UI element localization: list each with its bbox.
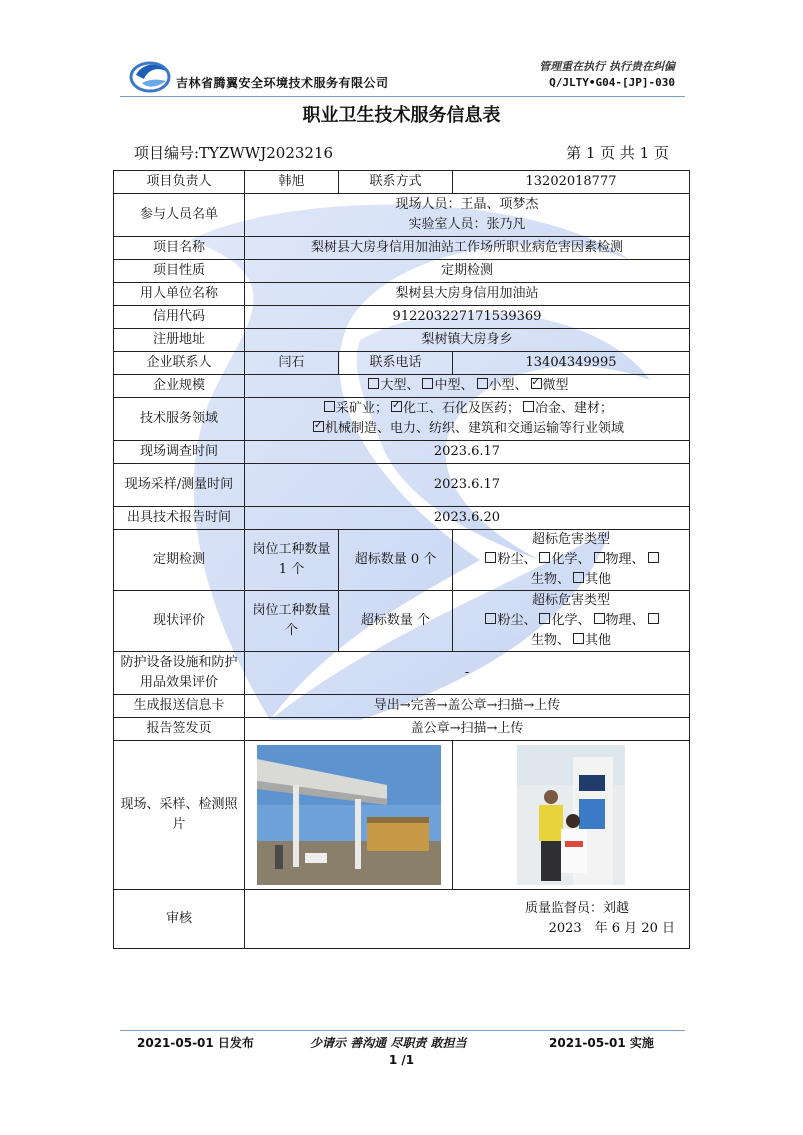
checkbox-biological[interactable] — [648, 613, 659, 624]
domain-label: 技术服务领域 — [114, 398, 245, 441]
address-label: 注册地址 — [114, 329, 245, 352]
survey-time-value: 2023.6.17 — [245, 441, 690, 464]
checkbox-medium[interactable] — [422, 378, 433, 389]
project-name-label: 项目名称 — [114, 237, 245, 260]
hazard-type-label: 超标危害类型 — [531, 593, 610, 608]
project-name-value: 梨树县大房身信用加油站工作场所职业病危害因素检测 — [245, 237, 690, 260]
info-card-value: 导出→完善→盖公章→扫描→上传 — [245, 695, 690, 718]
table-row — [114, 718, 690, 741]
nature-value: 定期检测 — [245, 260, 690, 283]
table-row — [114, 171, 690, 194]
table-row — [114, 890, 690, 949]
status-label: 现状评价 — [114, 591, 245, 652]
checkbox-micro[interactable] — [531, 378, 542, 389]
participants-line: 现场人员：王晶、项梦杰 — [395, 197, 539, 212]
participants-line: 实验室人员：张乃凡 — [408, 217, 526, 232]
option-label: 采矿业； — [335, 401, 388, 416]
status-hazard-types — [453, 591, 690, 652]
site-photo-gas-station — [257, 745, 441, 885]
header-divider — [120, 96, 685, 97]
periodic-label: 定期检测 — [114, 530, 245, 591]
company-logo-icon — [128, 57, 172, 93]
nature-label: 项目性质 — [114, 260, 245, 283]
header-slogan: 管理重在执行 执行贵在纠偏 — [539, 60, 675, 73]
page-title: 职业卫生技术服务信息表 — [302, 105, 501, 126]
supervisor: 质量监督员：刘越 — [524, 901, 629, 916]
periodic-posts: 岗位工种数量 1 个 — [245, 530, 339, 591]
table-row — [114, 329, 690, 352]
scale-options: 大型、 中型、 小型、✓ 微型 — [245, 375, 690, 398]
participants-value — [245, 194, 690, 237]
status-posts: 岗位工种数量 个 — [245, 591, 339, 652]
checkbox-small[interactable] — [477, 378, 488, 389]
table-row — [114, 352, 690, 375]
report-time-label: 出具技术报告时间 — [114, 507, 245, 530]
option-label: 粉尘、 — [497, 613, 537, 628]
project-number: 项目编号:TYZWWJ2023216 — [134, 144, 334, 162]
employer-label: 用人单位名称 — [114, 283, 245, 306]
table-row — [114, 441, 690, 464]
option-label: 化学、 — [551, 613, 591, 628]
periodic-exceed: 超标数量 0 个 — [339, 530, 453, 591]
checkbox-other[interactable] — [573, 572, 584, 583]
footer-motto: 少请示 善沟通 尽职责 敢担当 — [310, 1036, 467, 1050]
option-label: 物理、 — [605, 552, 645, 567]
sampling-time-value: 2023.6.17 — [245, 464, 690, 507]
option-label: 化工、石化及医药； — [402, 401, 520, 416]
contact-value: 13202018777 — [453, 171, 690, 194]
participants-label: 参与人员名单 — [114, 194, 245, 237]
option-label: 化学、 — [551, 552, 591, 567]
table-row — [114, 530, 690, 591]
table-row — [114, 695, 690, 718]
page-number: 1 /1 — [388, 1053, 415, 1067]
option-label: 大型 — [380, 378, 407, 393]
sampling-time-label: 现场采样/测量时间 — [114, 464, 245, 507]
checkbox-biological[interactable] — [648, 552, 659, 563]
table-row — [114, 464, 690, 507]
checkbox-other[interactable] — [573, 633, 584, 644]
table-row — [114, 306, 690, 329]
photo-cell-left — [245, 741, 453, 890]
employer-value: 梨树县大房身信用加油站 — [245, 283, 690, 306]
enterprise-contact-label: 企业联系人 — [114, 352, 245, 375]
address-value: 梨树镇大房身乡 — [245, 329, 690, 352]
site-photo-sampling — [517, 745, 625, 885]
credit-label: 信用代码 — [114, 306, 245, 329]
checkbox-chemical[interactable] — [391, 401, 402, 412]
table-row — [114, 398, 690, 441]
phone-label: 联系电话 — [339, 352, 453, 375]
table-row — [114, 652, 690, 695]
review-value — [245, 890, 690, 949]
table-row — [114, 260, 690, 283]
domain-options — [245, 398, 690, 441]
checkbox-dust[interactable] — [485, 613, 496, 624]
checkbox-mining[interactable] — [324, 401, 335, 412]
footer-divider — [120, 1030, 685, 1031]
option-label: 物理、 — [605, 613, 645, 628]
leader-label: 项目负责人 — [114, 171, 245, 194]
protection-value: - — [245, 652, 690, 695]
option-label: 冶金、建材； — [535, 401, 614, 416]
option-label: 其他 — [585, 572, 612, 587]
company-name: 吉林省腾翼安全环境技术服务有限公司 — [176, 76, 389, 90]
checkbox-large[interactable] — [368, 378, 379, 389]
protection-label: 防护设备设施和防护用品效果评价 — [114, 652, 245, 695]
table-row — [114, 591, 690, 652]
option-label: 微型 — [542, 378, 569, 393]
photo-cell-right — [453, 741, 690, 890]
table-row — [114, 741, 690, 890]
option-label: 机械制造、电力、纺织、建筑和交通运输等行业领域 — [324, 421, 624, 436]
option-label: 粉尘、 — [497, 552, 537, 567]
checkbox-chemical-hazard[interactable] — [539, 552, 550, 563]
option-label: 生物、 — [530, 633, 570, 648]
status-exceed: 超标数量 个 — [339, 591, 453, 652]
checkbox-chemical-hazard[interactable] — [539, 613, 550, 624]
leader-value: 韩旭 — [245, 171, 339, 194]
info-card-label: 生成报送信息卡 — [114, 695, 245, 718]
option-label: 生物、 — [530, 572, 570, 587]
table-row — [114, 507, 690, 530]
info-table — [113, 170, 690, 949]
implement-date: 2021-05-01 实施 — [549, 1036, 654, 1050]
option-label: 小型 — [488, 378, 515, 393]
table-row — [114, 283, 690, 306]
periodic-hazard-types — [453, 530, 690, 591]
sign-page-label: 报告签发页 — [114, 718, 245, 741]
document-code: Q/JLTY•G04-[JP]-030 — [549, 76, 675, 89]
checkbox-physical[interactable] — [594, 552, 605, 563]
table-row — [114, 194, 690, 237]
review-date: 2023 年 6 月 20 日 — [548, 921, 675, 936]
report-time-value: 2023.6.20 — [245, 507, 690, 530]
option-label: 中型 — [434, 378, 461, 393]
credit-value: 912203227171539369 — [245, 306, 690, 329]
scale-label: 企业规模 — [114, 375, 245, 398]
checkbox-dust[interactable] — [485, 552, 496, 563]
hazard-type-label: 超标危害类型 — [531, 532, 610, 547]
contact-label: 联系方式 — [339, 171, 453, 194]
checkbox-metallurgy[interactable] — [523, 401, 534, 412]
checkbox-machinery[interactable] — [313, 421, 324, 432]
survey-time-label: 现场调查时间 — [114, 441, 245, 464]
table-row — [114, 375, 690, 398]
review-label: 审核 — [114, 890, 245, 949]
checkbox-physical[interactable] — [594, 613, 605, 624]
page-info: 第 1 页 共 1 页 — [566, 144, 669, 162]
option-label: 其他 — [585, 633, 612, 648]
phone-value: 13404349995 — [453, 352, 690, 375]
release-date: 2021-05-01 日发布 — [137, 1036, 254, 1050]
sign-page-value: 盖公章→扫描→上传 — [245, 718, 690, 741]
photo-label: 现场、采样、检测照片 — [114, 741, 245, 890]
enterprise-contact-value: 闫石 — [245, 352, 339, 375]
table-row — [114, 237, 690, 260]
